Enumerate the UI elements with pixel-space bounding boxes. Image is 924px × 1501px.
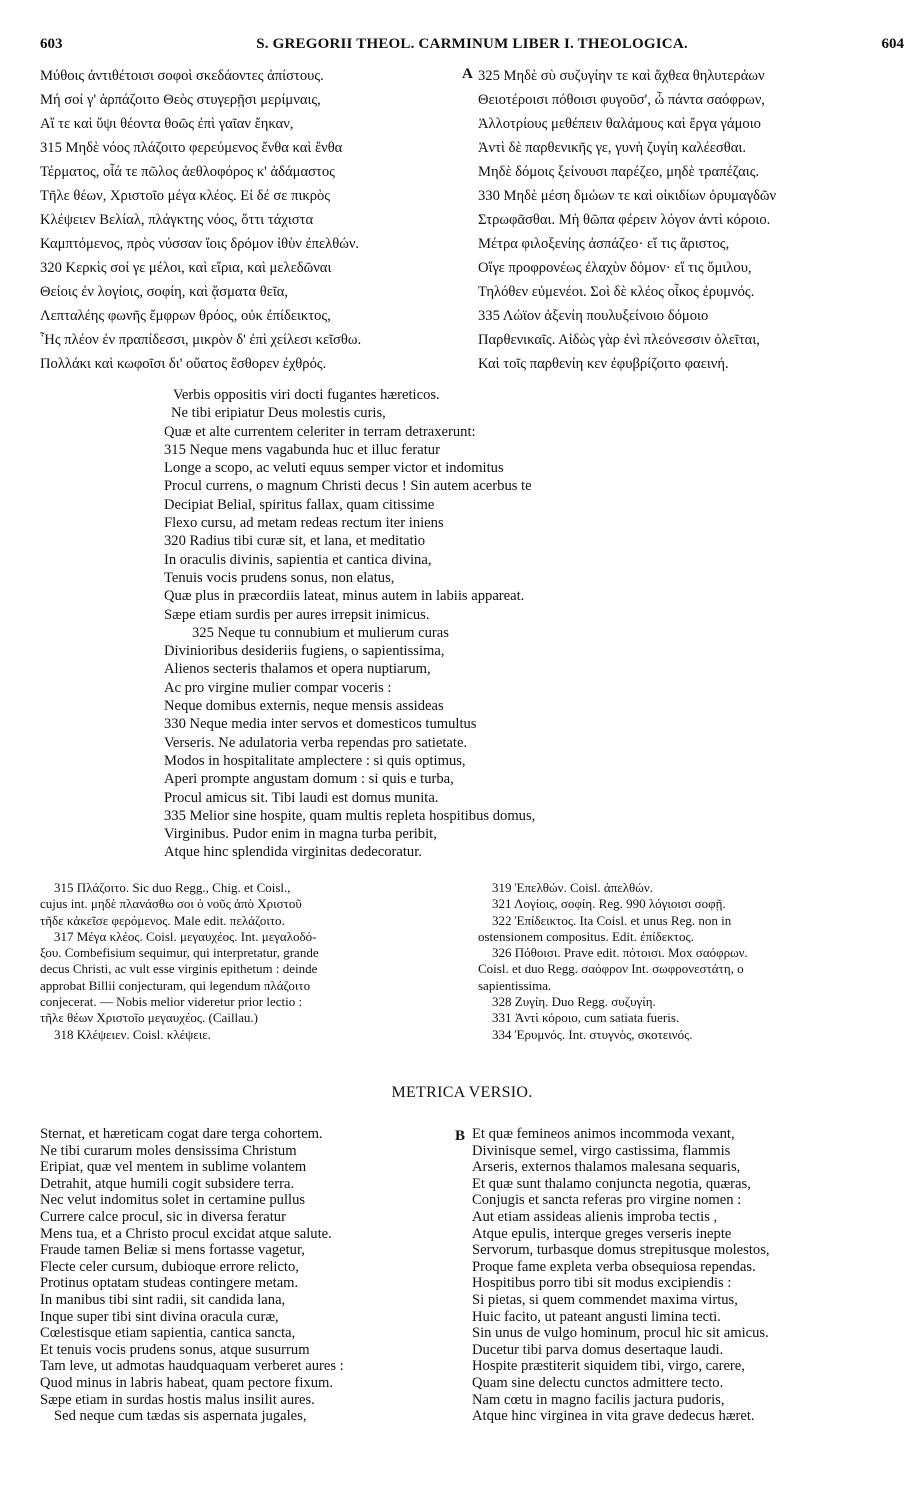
- footnote-line: ostensionem compositus. Edit. ἐπίδεκτος.: [478, 928, 694, 944]
- text-line: Modos in hospitalitate amplectere : si quis optimus,: [164, 752, 466, 769]
- text-line: Λεπταλέης φωνῆς ἔμφρων θρόος, οὐκ ἐπίδεικτος,: [40, 308, 331, 324]
- verse-line: Ducetur tibi parva domus desertaque laudi.: [472, 1341, 724, 1358]
- verse-line: Protinus optatam studeas contingere metam.: [40, 1275, 299, 1292]
- verse-line: Servorum, turbasque domus strepitusque molestos,: [472, 1242, 770, 1259]
- verse-line: Sin unus de vulgo hominum, procul hic sit amicus.: [472, 1325, 769, 1342]
- footnote-line: 321 Λογίοις, σοφίη. Reg. 990 λόγιοισι σοφῇ.: [492, 896, 726, 912]
- verse-line: Proque fame expleta verba obsequiosa rependas.: [472, 1258, 756, 1275]
- text-line: Στρωφᾶσθαι. Μὴ θῶπα φέρειν λόγον ἀντὶ κόροιο.: [478, 212, 771, 228]
- verse-line: Arseris, externos thalamos malesana sequaris,: [472, 1159, 741, 1176]
- verse-line: Et quæ femineos animos incommoda vexant,: [472, 1126, 735, 1142]
- column-marker-a: A: [462, 66, 473, 82]
- verse-line: Conjugis et sancta referas pro virgine nomen :: [472, 1192, 742, 1209]
- verse-line: Et tenuis vocis prudens sonus, atque susurrum: [40, 1341, 310, 1358]
- running-header: [40, 36, 904, 58]
- text-line: Παρθενικαῖς. Αἰδὼς γὰρ ἐνὶ πλεόνεσσιν ὀλεῖται,: [478, 332, 760, 348]
- verse-line: Mens tua, et a Christo procul excidat atque salute.: [40, 1225, 332, 1242]
- text-line: 325 Neque tu connubium et mulierum curas: [192, 624, 449, 641]
- footnote-line: conjecerat. — Nobis melior videretur prior lectio :: [40, 994, 303, 1010]
- text-line: Quæ plus in præcordiis lateat, minus autem in labiis appareat.: [164, 588, 525, 605]
- text-line: Κλέψειεν Βελίαλ, πλάγκτης νόος, ὅττι τάχιστα: [40, 212, 314, 228]
- running-title: S. GREGORII THEOL. CARMINUM LIBER I. THEOLOGICA.: [256, 36, 688, 52]
- footnote-line: τῆλε θέων Χριστοῖο μεγαυχέος. (Caillau.): [40, 1010, 259, 1026]
- verse-line: Inque super tibi sint divina oracula curæ,: [40, 1308, 279, 1325]
- footnote-line: approbat Billii conjecturam, qui legendum πλάζοιτο: [40, 977, 311, 993]
- footnote-line: 318 Κλέψειεν. Coisl. κλέψειε.: [54, 1026, 211, 1042]
- text-line: Καὶ τοῖς παρθενίη κεν ἐφυβρίζοιτο φαεινή.: [478, 356, 729, 372]
- footnotes-left-column: [40, 880, 464, 1043]
- page-number-left: 603: [40, 36, 63, 52]
- verse-line: Cœlestisque etiam sapientia, cantica sancta,: [40, 1325, 296, 1342]
- verse-line: Aut etiam assideas alienis improba tectis ,: [472, 1208, 718, 1225]
- verse-line: Atque hinc virginea in vita grave dedecus hæret.: [472, 1408, 755, 1425]
- section-heading: METRICA VERSIO.: [391, 1084, 533, 1101]
- verse-line: Atque epulis, interque greges verseris inepte: [472, 1225, 732, 1242]
- text-line: 315 Μηδὲ νόος πλάζοιτο φερεύμενος ἔνθα καὶ ἔνθα: [40, 140, 343, 156]
- text-line: Neque domibus externis, neque mensis assideas: [164, 698, 444, 715]
- text-line: 320 Κερκὶς σοί γε μέλοι, καὶ εἴρια, καὶ μελεδῶναι: [40, 260, 332, 276]
- text-line: Τηλόθεν εὐμενέοι. Σοὶ δὲ κλέος οἶκος ἐρυμνός.: [478, 284, 755, 300]
- text-line: Μηδὲ δόμοις ξείνουσι παρέζεο, μηδὲ τραπέζαις.: [478, 164, 760, 180]
- text-line: Μέτρα φιλοξενίης ἀσπάζεο· εἴ τις ἄριστος,: [478, 236, 730, 252]
- text-line: Divinioribus desideriis fugiens, o sapientissima,: [164, 643, 445, 660]
- footnote-line: cujus int. μηδὲ πλανάσθω σοι ὁ νοῦς ἀπὸ Χριστοῦ: [40, 896, 302, 912]
- verse-line: Hospite præstiterit siquidem tibi, virgo, carere,: [472, 1358, 745, 1375]
- text-line: Τέρματος, οἷά τε πῶλος ἀεθλοφόρος κ' ἀδάμαστος: [40, 164, 335, 180]
- latin-prose-translation: [164, 386, 724, 862]
- footnote-line: 328 Ζυγίη. Duo Regg. συζυγίη.: [492, 994, 656, 1010]
- text-line: Αἵ τε καὶ ὕψι θέοντα θοῶς ἐπὶ γαῖαν ἔηκαν,: [40, 116, 294, 132]
- verse-line: Detrahit, atque humili cogit subsidere terra.: [40, 1175, 295, 1192]
- text-line: 315 Neque mens vagabunda huc et illuc feratur: [164, 441, 440, 458]
- text-line: Τῆλε θέων, Χριστοῖο μέγα κλέος. Εἰ δέ σε πικρὸς: [40, 188, 331, 204]
- verse-line: Sæpe etiam in surdas hostis malus insilit aures.: [40, 1391, 315, 1408]
- verse-line: Et quæ sunt thalamo conjuncta negotia, quæras,: [472, 1175, 751, 1192]
- text-line: Ac pro virgine mulier compar voceris :: [164, 679, 392, 696]
- text-line: Aperi prompte angustam domum : si quis e turba,: [164, 771, 454, 788]
- text-line: 330 Μηδὲ μέση δμώων τε καὶ οἰκιδίων ὀρυμαγδῶν: [478, 188, 777, 204]
- verse-line: Ne tibi curarum moles densissima Christum: [40, 1142, 297, 1159]
- text-line: Οἴγε προφρονέως ἐλαχὺν δόμον· εἴ τις ὅμιλου,: [478, 260, 752, 276]
- text-line: Θειοτέροισι πόθοισι φυγοῦσ', ὦ πάντα σαόφρων,: [478, 92, 765, 108]
- text-line: Atque hinc splendida virginitas dedecoratur.: [164, 844, 422, 861]
- verse-line: Eripiat, quæ vel mentem in sublime volantem: [40, 1159, 307, 1176]
- verse-line: Quam sine delectu cunctos admittere tecto.: [472, 1374, 724, 1391]
- footnote-line: 334 Ἐρυμνός. Int. στυγνὸς, σκοτεινός.: [492, 1026, 693, 1042]
- verse-line: Divinisque semel, virgo castissima, flammis: [472, 1142, 731, 1159]
- text-line: Verseris. Ne adulatoria verba rependas pro satietate.: [164, 734, 468, 751]
- text-line: 335 Melior sine hospite, quam multis repleta hospitibus domus,: [164, 807, 536, 824]
- text-line: Tenuis vocis prudens sonus, non elatus,: [164, 569, 395, 586]
- verse-line: In manibus tibi sint radii, sit candida lana,: [40, 1291, 286, 1308]
- verse-line: Nec velut indomitus solet in certamine pullus: [40, 1192, 306, 1209]
- text-line: 330 Neque media inter servos et domesticos tumultus: [164, 716, 477, 733]
- footnote-line: ξου. Combefisium sequimur, qui interpretatur, grande: [40, 945, 319, 961]
- text-line: In oraculis divinis, sapientia et cantica divina,: [164, 551, 432, 568]
- text-line: Flexo cursu, ad metam redeas rectum iter iniens: [164, 515, 444, 532]
- text-line: Alienos secteris thalamos et opera nuptiarum,: [164, 661, 431, 678]
- text-line: Sæpe etiam surdis per aures irrepsit inimicus.: [164, 606, 430, 623]
- text-line: Virginibus. Pudor enim in magna turba peribit,: [164, 826, 437, 843]
- greek-text-left-column: [40, 64, 458, 376]
- footnote-line: 326 Πόθοισι. Prave edit. πότοισι. Mox σαόφρων.: [492, 945, 748, 961]
- footnote-line: 317 Μέγα κλέος. Coisl. μεγαυχέος. Int. μεγαλοδό-: [54, 928, 317, 944]
- footnote-line: 315 Πλάζοιτο. Sic duo Regg., Chig. et Coisl.,: [54, 880, 291, 895]
- text-line: Πολλάκι καὶ κωφοῖσι δι' οὔατος ἔσθορεν ἐχθρός.: [40, 356, 327, 372]
- text-line: Μή σοί γ' ἁρπάζοιτο Θεὸς στυγερῇσι μερίμναις,: [40, 92, 321, 108]
- text-line: Μύθοις ἀντιθέτοισι σοφοὶ σκεδάοντες ἀπίστους.: [40, 68, 324, 84]
- footnote-line: 331 Ἀντὶ κόροιο, cum satiata fueris.: [492, 1010, 680, 1026]
- footnotes-right-column: [478, 880, 908, 1043]
- text-line: 335 Λώϊον ἀξενίη πουλυξείνοιο δόμοιο: [478, 308, 709, 324]
- text-line: Procul currens, o magnum Christi decus ! Sin autem acerbus te: [164, 478, 532, 495]
- text-line: Ne tibi eripiatur Deus molestis curis,: [171, 405, 386, 422]
- verse-line: Flecte celer cursum, dubioque errore relicto,: [40, 1258, 299, 1275]
- text-line: Ἀντὶ δὲ παρθενικῆς γε, γυνὴ ζυγίη καλέεσθαι.: [478, 140, 746, 156]
- text-line: 320 Radius tibi curæ sit, et lana, et meditatio: [164, 533, 426, 550]
- footnote-line: 319 Ἐπελθών. Coisl. ἀπελθών.: [492, 880, 653, 895]
- metrica-versio-left-column: [40, 1126, 454, 1425]
- verse-line: Si pietas, si quem commendet maxima virtus,: [472, 1291, 738, 1308]
- text-line: Θείοις ἐν λογίοις, σοφίη, καὶ ᾄσματα θεῖα,: [40, 284, 289, 300]
- verse-line: Tam leve, ut admotas haudquaquam verberet aures :: [40, 1358, 344, 1375]
- text-line: 325 Μηδὲ σὺ συζυγίην τε καὶ ἄχθεα θηλυτεράων: [478, 68, 765, 84]
- verse-line: Sternat, et hæreticam cogat dare terga cohortem.: [40, 1126, 323, 1142]
- verse-line: Huic facito, ut pateant angusti limina tecti.: [472, 1308, 721, 1325]
- text-line: Quæ et alte currentem celeriter in terram detraxerunt:: [164, 423, 476, 440]
- verse-line: Nam cœtu in magno facilis jactura pudoris,: [472, 1391, 725, 1408]
- metrica-versio-right-column: [472, 1126, 908, 1425]
- text-line: Procul amicus sit. Tibi laudi est domus munita.: [164, 789, 439, 806]
- verse-line: Sed neque cum tædas sis aspernata jugales,: [54, 1408, 307, 1425]
- column-marker-b: B: [455, 1128, 466, 1144]
- text-line: Ἀλλοτρίους μεθέπειν θαλάμους καὶ ἔργα γάμοιο: [478, 116, 761, 132]
- text-line: Longe a scopo, ac veluti equus semper victor et indomitus: [164, 460, 504, 477]
- page-number-right: 604: [881, 36, 904, 52]
- text-line: Ἧς πλέον ἐν πραπίδεσσι, μικρὸν δ' ἐπὶ χείλεσι κεῖσθω.: [40, 332, 362, 348]
- footnote-line: Coisl. et duo Regg. σαόφρον Int. σωφρονεστάτη, o: [478, 961, 744, 977]
- verse-line: Hospitibus porro tibi sit modus excipiendis :: [472, 1275, 732, 1292]
- footnote-line: sapientissima.: [478, 977, 552, 993]
- verse-line: Currere calce procul, sic in diversa feratur: [40, 1208, 286, 1225]
- footnote-line: τῆδε κἀκεῖσε φερόμενος. Male edit. πελάζοιτο.: [40, 912, 285, 928]
- text-line: Decipiat Belial, spiritus fallax, quam citissime: [164, 496, 435, 513]
- text-line: Καμπτόμενος, πρὸς νύσσαν ἴοις δρόμον ἰθὺν ἐπελθών.: [40, 236, 360, 252]
- footnote-line: 322 Ἐπίδεικτος. Ita Coisl. et unus Reg. non in: [492, 912, 732, 928]
- text-line: Verbis oppositis viri docti fugantes hæreticos.: [173, 387, 440, 403]
- greek-text-right-column: [478, 64, 908, 376]
- verse-line: Fraude tamen Beliæ si mens fortasse vagetur,: [40, 1242, 305, 1259]
- footnote-line: decus Christi, ac vult esse virginis epithetum : deinde: [40, 961, 318, 977]
- verse-line: Quod minus in labris habeat, quam pectore fixum.: [40, 1374, 334, 1391]
